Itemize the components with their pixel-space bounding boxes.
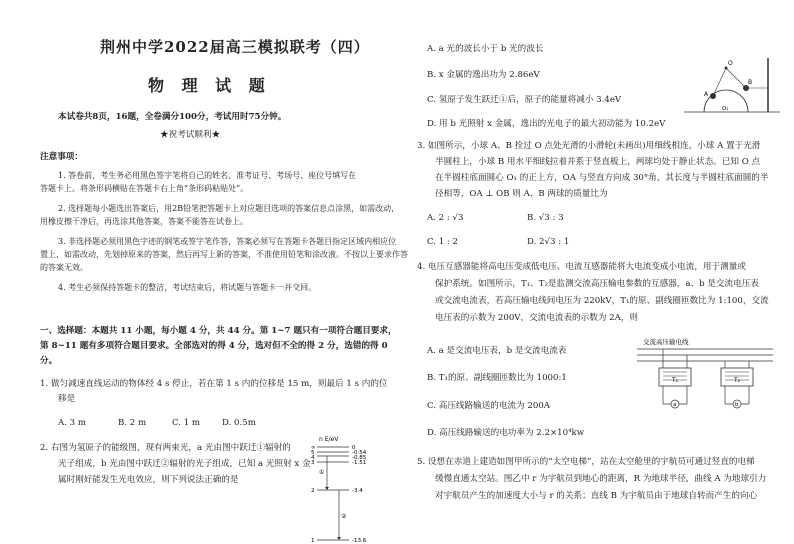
svg-text:O: O bbox=[728, 60, 733, 67]
q4-option-c: C. 高压线路输送的电流为 200A bbox=[427, 401, 551, 411]
svg-text:O₁: O₁ bbox=[722, 106, 729, 112]
right-column bbox=[397, 0, 794, 544]
svg-text:②: ② bbox=[341, 513, 347, 520]
svg-text:交流高压输电线: 交流高压输电线 bbox=[643, 338, 689, 346]
svg-text:-0.85: -0.85 bbox=[352, 455, 367, 461]
note-1a: 1. 答卷前，考生务必用黑色签字笔将自己的姓名、准考证号、考场号、座位号填写在 bbox=[58, 171, 357, 180]
q3-option-b: B. √3 : 3 bbox=[527, 213, 564, 223]
level-3 bbox=[311, 460, 366, 466]
q3-figure bbox=[682, 48, 782, 116]
note-4: 4. 考生必须保持答题卡的整洁，考试结束后，将试题与答题卡一并交回。 bbox=[58, 283, 317, 292]
q4-stem-1: 4. 电压互感器能将高电压变成低电压、电流互感器能将大电流变成小电流，用于测量或 bbox=[417, 262, 746, 272]
note-2b: 用橡皮擦干净后，再选涂其他答案，答案不能答在试卷上。 bbox=[40, 217, 248, 226]
svg-text:2: 2 bbox=[311, 488, 315, 494]
ball-a bbox=[710, 93, 716, 99]
svg-text:5: 5 bbox=[311, 450, 315, 456]
section1-line1: 一、选择题：本题共 11 小题，每小题 4 分，共 44 分。第 1~7 题只有一项符合题目要求， bbox=[40, 326, 397, 336]
q5-stem-3: 对宇航员产生的加速度大小与 r 的关系；直线 B 为宇航员由于地球自转而产生的向心 bbox=[435, 491, 758, 501]
level-inf bbox=[311, 445, 356, 451]
q3-stem-1: 3. 如图所示，小球 A、B 拴过 O 点处光滑的小滑轮(未画出)用细线相连，小球 A 置于光滑 bbox=[417, 141, 761, 151]
svg-text:-3.4: -3.4 bbox=[352, 488, 363, 494]
q3-stem-2: 半圆柱上，小球 B 用水平细线拉着并系于竖直板上，两球均处于静止状态。已知 O 点 bbox=[435, 157, 761, 167]
q4-option-a: A. a 是交流电压表，b 是交流电流表 bbox=[427, 346, 567, 356]
q2-option-b: B. x 金属的逸出功为 2.86eV bbox=[427, 70, 540, 80]
q1-option-d: D. 0.5m bbox=[222, 418, 256, 428]
svg-text:3: 3 bbox=[311, 460, 315, 466]
transition-1 bbox=[319, 456, 329, 490]
exam-title: 荆州中学2022届高三模拟联考（四） bbox=[100, 38, 370, 56]
note-1b: 答题卡上。将条形码横贴在答题卡右上角“条形码粘贴处”。 bbox=[40, 184, 249, 193]
exam-wish: ★祝考试顺利★ bbox=[160, 130, 221, 140]
q5-stem-1: 5. 设想在赤道上建造如图甲所示的“太空电梯”，站在太空舱里的宇航员可通过竖直的电梯 bbox=[417, 457, 755, 467]
transformer-t1 bbox=[659, 349, 691, 408]
q2-option-c: C. 氢原子发生跃迁①后，原子的能量将减小 3.4eV bbox=[427, 95, 622, 105]
q1-stem-1: 1. 做匀减速直线运动的物体经 4 s 停止，若在第 1 s 内的位移是 15 m，则最后 1 s 内的位 bbox=[40, 379, 388, 389]
svg-text:B: B bbox=[748, 79, 753, 86]
q2-stem-1: 2. 右图为氢原子的能级图，现有两束光，a 光由图中跃迁①辐射的 bbox=[40, 443, 291, 453]
exam-subtitle: 物 理 试 题 bbox=[148, 76, 271, 95]
svg-text:a: a bbox=[673, 402, 677, 408]
level-2 bbox=[311, 488, 363, 494]
svg-text:-0.54: -0.54 bbox=[352, 450, 367, 456]
q4-stem-4: 电压表的示数为 200V，交流电流表的示数为 2A，则 bbox=[435, 313, 639, 323]
q2-option-a: A. a 光的波长小于 b 光的波长 bbox=[427, 44, 544, 54]
q2-stem-3: 属时刚好能发生光电效应，则下列说法正确的是 bbox=[58, 475, 239, 485]
transformer-t2 bbox=[721, 361, 753, 408]
q4-option-b: B. T₁的原、副线圈匝数比为 1000:1 bbox=[427, 373, 567, 383]
q1-option-a: A. 3 m bbox=[58, 418, 87, 428]
q4-stem-2: 保护系统。如图所示，T₁、T₂是监测交流高压输电参数的互感器，a、b 是交流电压表 bbox=[435, 279, 759, 289]
section1-line3: 分。 bbox=[40, 356, 58, 366]
exam-info: 本试卷共8页，16题，全卷满分100分，考试用时75分钟。 bbox=[58, 112, 287, 122]
svg-text:b: b bbox=[735, 402, 739, 408]
q1-option-b: B. 2 m bbox=[118, 418, 147, 428]
note-3a: 3. 非选择题必须用黑色字迹的钢笔或签字笔作答，答案必须写在答题卡各题目指定区域内相应位 bbox=[58, 237, 397, 246]
svg-text:0: 0 bbox=[352, 445, 356, 451]
section1-line2: 第 8~11 题有多项符合题目要求。全部选对的得 4 分，选对但不全的得 2 分，选错的得 0 bbox=[40, 341, 388, 351]
q3-option-a: A. 2 : √3 bbox=[427, 213, 464, 223]
q3-option-d: D. 2√3 : 1 bbox=[527, 237, 570, 247]
svg-text:1: 1 bbox=[311, 538, 315, 544]
svg-text:∞: ∞ bbox=[311, 445, 316, 451]
q4-option-d: D. 高压线路输送的电功率为 2.2×10⁴kw bbox=[427, 428, 585, 438]
svg-text:-1.51: -1.51 bbox=[352, 460, 367, 466]
q2-option-d: D. 用 b 光照射 x 金属，逸出的光电子的最大初动能为 10.2eV bbox=[427, 119, 666, 129]
q1-option-c: C. 1 m bbox=[172, 418, 201, 428]
svg-text:T₂: T₂ bbox=[734, 377, 741, 384]
q3-stem-3: 在半圆柱底面圆心 O₁ 的正上方，OA 与竖直方向成 30°角，其长度与半圆柱底面圆的半 bbox=[435, 173, 769, 183]
q3-option-c: C. 1 : 2 bbox=[427, 237, 459, 247]
q4-transformer-figure bbox=[635, 336, 775, 414]
svg-text:4: 4 bbox=[311, 455, 315, 461]
q3-stem-4: 径相等，OA ⊥ OB 则 A、B 两球的质量比为 bbox=[435, 189, 608, 199]
q1-stem-2: 移是 bbox=[58, 394, 76, 404]
energy-level-diagram bbox=[305, 434, 395, 544]
svg-text:①: ① bbox=[319, 469, 325, 476]
q5-stem-2: 缓慢直通太空站。图乙中 r 为宇航员到地心的距离，R 为地球半径，曲线 A 为地球引力 bbox=[435, 474, 767, 484]
svg-text:-13.6: -13.6 bbox=[352, 538, 367, 544]
svg-text:A: A bbox=[704, 91, 709, 98]
q2-stem-2: 光子组成，b 光由图中跃迁②辐射的光子组成，已知 a 光照射 x 金 bbox=[58, 459, 311, 469]
energy-header: n E/eV bbox=[319, 436, 339, 443]
notes-heading: 注意事项： bbox=[40, 152, 83, 162]
q4-stem-3: 或交流电流表，若高压输电线间电压为 220kV，T₁的原、副线圈匝数比为 1:100，交流 bbox=[435, 296, 769, 306]
transition-2 bbox=[337, 490, 347, 540]
note-2a: 2. 选择题每小题选出答案后，用2B铅笔把答题卡上对应题目选项的答案信息点涂黑，如需改动， bbox=[58, 204, 400, 213]
note-3c: 的答案无效。 bbox=[40, 263, 88, 272]
note-3b: 置上，如需改动，先划掉原来的答案，然后再写上新的答案，不准使用铅笔和涂改液。不按以上要求作答 bbox=[40, 250, 408, 259]
svg-text:T₁: T₁ bbox=[672, 377, 679, 384]
